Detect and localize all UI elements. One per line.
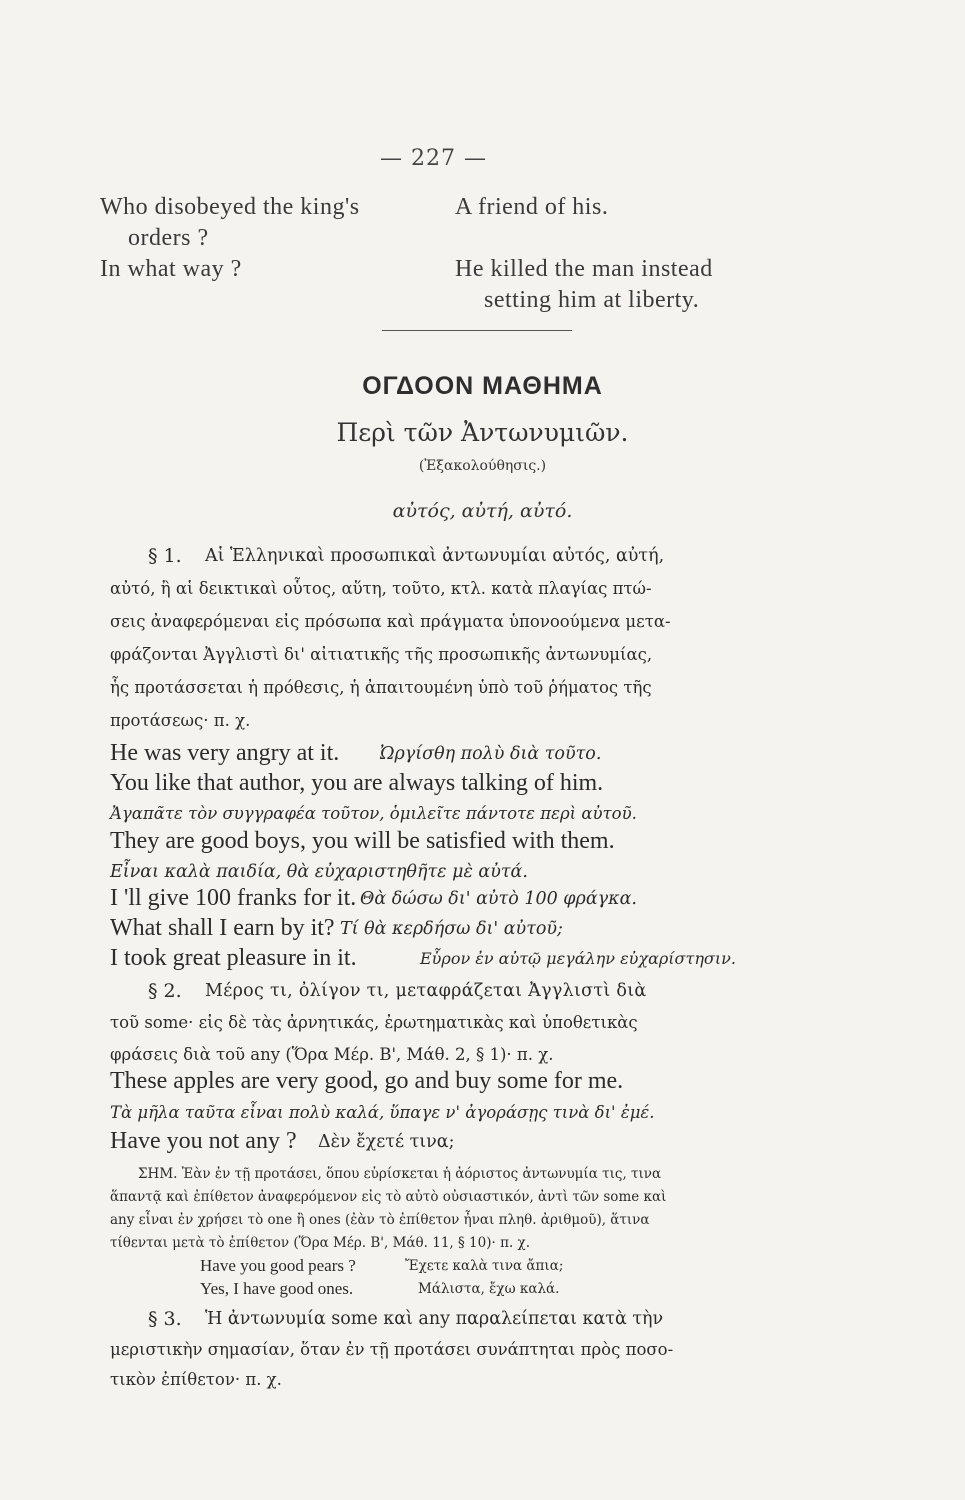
dialogue-question-1-cont: orders ? <box>128 225 209 251</box>
section3-line-1: Ἡ ἀντωνυμία some καὶ any παραλείπεται κατὰ τὴν <box>205 1309 664 1329</box>
note-example-gr: Μάλιστα, ἔχω καλά. <box>418 1281 560 1297</box>
note-example-gr: Ἔχετε καλὰ τινα ἄπια; <box>405 1258 564 1274</box>
section3-line-3: τικὸν ἐπίθετον· π. χ. <box>110 1370 282 1389</box>
example-en: They are good boys, you will be satisfied with them. <box>110 828 615 854</box>
section1-line-1: Αἱ Ἑλληνικαὶ προσωπικαὶ ἀντωνυμίαι αὐτός, αὐτή, <box>205 546 665 566</box>
example-en: Have you not any ? <box>110 1128 297 1154</box>
dialogue-answer-2: He killed the man instead <box>455 256 713 282</box>
section2-line-3: φράσεις διὰ τοῦ any (Ὅρα Μέρ. Β', Μάθ. 2, § 1)· π. χ. <box>110 1045 554 1064</box>
example-en: I 'll give 100 franks for it. <box>110 885 357 911</box>
separator-rule <box>382 330 572 331</box>
example-gr: Δὲν ἔχετέ τινα; <box>318 1132 455 1152</box>
note-line-1: ΣΗΜ. Ἐὰν ἐν τῇ προτάσει, ὅπου εὑρίσκεται ἡ ἀόριστος ἀντωνυμία τις, τινα <box>138 1166 662 1182</box>
section1-mark: § 1. <box>148 545 182 567</box>
section1-line-2: αὐτό, ἢ αἱ δεικτικαὶ οὗτος, αὕτη, τοῦτο, κτλ. κατὰ πλαγίας πτώ- <box>110 579 652 598</box>
example-gr: Τὰ μῆλα ταῦτα εἶναι πολὺ καλά, ὕπαγε ν' ἀγοράσῃς τινὰ δι' ἐμέ. <box>110 1103 655 1122</box>
lesson-pronouns: αὐτός, αὐτή, αὐτό. <box>392 500 573 522</box>
lesson-continuation: (Ἐξακολούθησις.) <box>418 458 547 474</box>
section1-line-3: σεις ἀναφερόμεναι εἰς πρόσωπα καὶ πράγματα ὑπονοούμενα μετα- <box>110 612 671 631</box>
example-gr: Ἀγαπᾶτε τὸν συγγραφέα τοῦτον, ὁμιλεῖτε πάντοτε περὶ αὐτοῦ. <box>110 804 637 823</box>
page-number: — 227 — <box>380 146 487 171</box>
example-gr: Θὰ δώσω δι' αὐτὸ 100 φράγκα. <box>360 889 637 909</box>
dialogue-question-1: Who disobeyed the king's <box>100 194 360 220</box>
example-en: You like that author, you are always talking of him. <box>110 770 604 796</box>
example-gr: Εἶναι καλὰ παιδία, θὰ εὐχαριστηθῆτε μὲ αὐτά. <box>110 862 528 882</box>
example-gr: Ὠργίσθη πολὺ διὰ τοῦτο. <box>380 744 602 764</box>
section2-line-2: τοῦ some· εἰς δὲ τὰς ἀρνητικάς, ἐρωτηματικὰς καὶ ὑποθετικὰς <box>110 1013 638 1032</box>
note-line-3: any εἶναι ἐν χρήσει τὸ one ἢ ones (ἐὰν τὸ ἐπίθετον ἦναι πληθ. ἀριθμοῦ), ἅτινα <box>110 1212 650 1228</box>
lesson-title: ΟΓΔΟΟΝ ΜΑΘΗΜΑ <box>362 372 603 400</box>
example-gr: Τί θὰ κερδήσω δι' αὐτοῦ; <box>340 919 563 939</box>
section1-line-6: προτάσεως· π. χ. <box>110 711 251 730</box>
dialogue-answer-1: A friend of his. <box>455 194 609 220</box>
note-line-4: τίθενται μετὰ τὸ ἐπίθετον (Ὅρα Μέρ. Β', Μάθ. 11, § 10)· π. χ. <box>110 1235 530 1251</box>
example-en: I took great pleasure in it. <box>110 945 357 971</box>
example-en: What shall I earn by it? <box>110 915 335 941</box>
note-line-2: ἅπαντᾷ καὶ ἐπίθετον ἀναφερόμενον εἰς τὸ αὐτὸ οὐσιαστικόν, ἀντὶ τῶν some καὶ <box>110 1189 667 1205</box>
note-example-en: Have you good pears ? <box>200 1256 356 1275</box>
section1-line-5: ἧς προτάσσεται ἡ πρόθεσις, ἡ ἀπαιτουμένη ὑπὸ τοῦ ῥήματος τῆς <box>110 678 652 697</box>
dialogue-answer-2-cont: setting him at liberty. <box>484 287 700 313</box>
section2-mark: § 2. <box>148 980 182 1002</box>
example-en: These apples are very good, go and buy some for me. <box>110 1068 624 1094</box>
note-example-en: Yes, I have good ones. <box>200 1279 354 1298</box>
section3-mark: § 3. <box>148 1308 182 1330</box>
lesson-subtitle: Περὶ τῶν Ἀντωνυμιῶν. <box>336 418 629 447</box>
section3-line-2: μεριστικὴν σημασίαν, ὅταν ἐν τῇ προτάσει συνάπτηται πρὸς ποσο- <box>110 1340 674 1359</box>
section2-line-1: Μέρος τι, ὀλίγον τι, μεταφράζεται Ἀγγλιστὶ διὰ <box>205 981 647 1001</box>
section1-line-4: φράζονται Ἀγγλιστὶ δι' αἰτιατικῆς τῆς προσωπικῆς ἀντωνυμίας, <box>110 645 653 664</box>
dialogue-question-2: In what way ? <box>100 256 242 282</box>
example-gr: Εὗρον ἐν αὐτῷ μεγάλην εὐχαρίστησιν. <box>420 949 736 968</box>
example-en: He was very angry at it. <box>110 740 340 766</box>
